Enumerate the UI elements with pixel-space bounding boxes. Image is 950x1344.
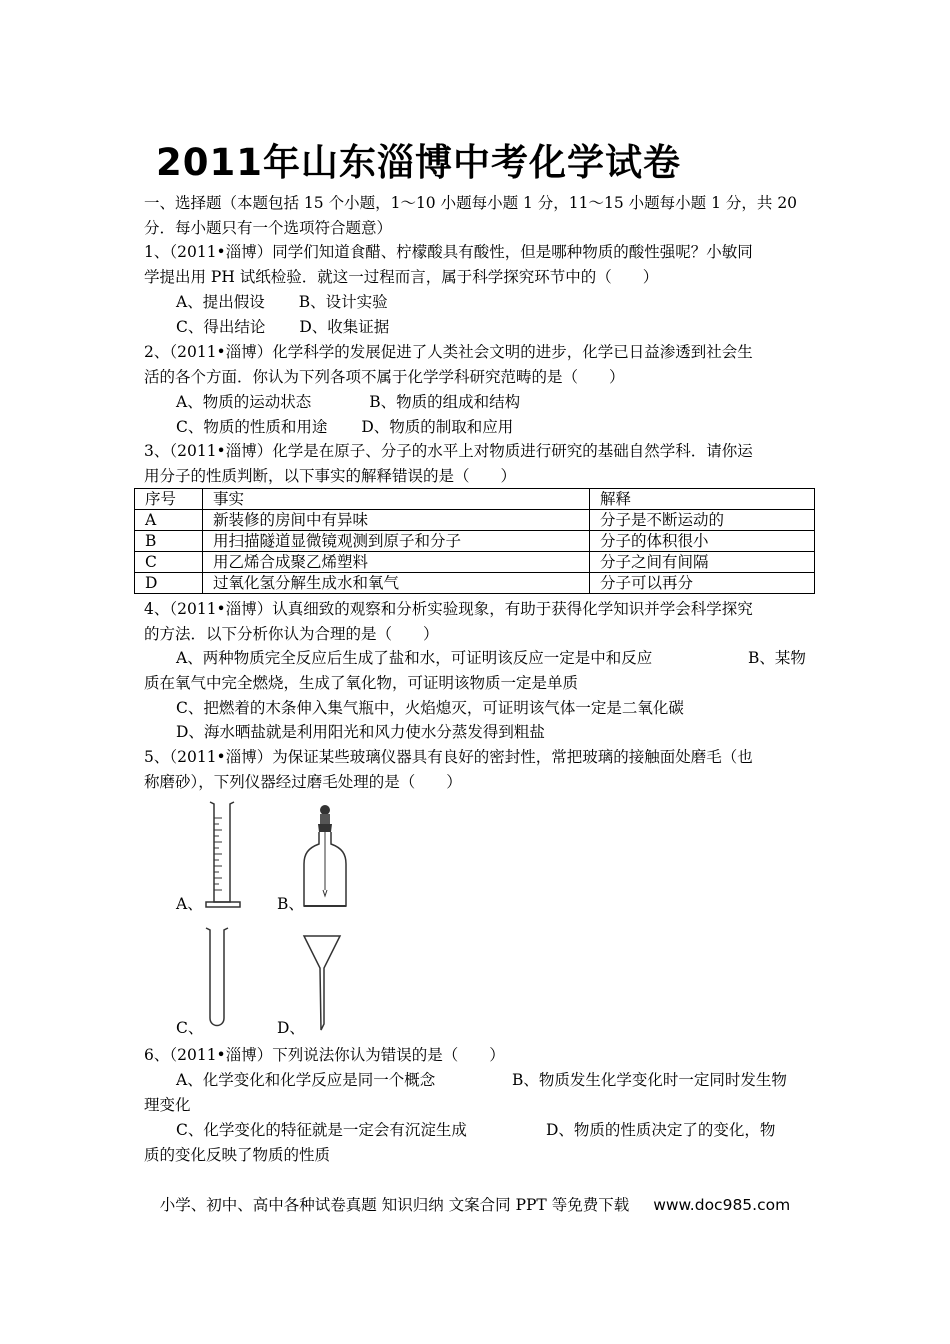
test-tube-icon bbox=[202, 924, 232, 1032]
q6-option-a: A、化学变化和化学反应是同一个概念 bbox=[176, 1071, 436, 1089]
q1-option-d: D、收集证据 bbox=[299, 318, 390, 336]
table-cell: 分子可以再分 bbox=[590, 573, 815, 594]
table-cell: 分子是不断运动的 bbox=[590, 510, 815, 531]
q3-facts-table bbox=[134, 488, 815, 594]
q6-option-c: C、化学变化的特征就是一定会有沉淀生成 bbox=[176, 1121, 467, 1139]
section-instructions-line2: 分．每小题只有一个选项符合题意） bbox=[144, 219, 393, 237]
q4-option-b-cont: 质在氧气中完全燃烧，生成了氧化物，可证明该物质一定是单质 bbox=[144, 674, 579, 692]
funnel-icon bbox=[302, 932, 342, 1032]
dropper-bottle-icon bbox=[300, 802, 350, 912]
table-header-row bbox=[135, 489, 815, 510]
q5-label-d: D、 bbox=[277, 1019, 305, 1037]
q2-option-a: A、物质的运动状态 bbox=[176, 393, 312, 411]
table-cell: 用扫描隧道显微镜观测到原子和分子 bbox=[203, 531, 590, 552]
footer-text: 小学、初中、高中各种试卷真题 知识归纳 文案合同 PPT 等免费下载 bbox=[159, 1196, 630, 1214]
page-title: 2011年山东淄博中考化学试卷 bbox=[156, 141, 681, 184]
q1-option-b: B、设计实验 bbox=[298, 293, 388, 311]
table-row bbox=[135, 552, 815, 573]
q4-stem-line2: 的方法．以下分析你认为合理的是（ ） bbox=[144, 625, 439, 643]
q4-option-a: A、两种物质完全反应后生成了盐和水，可证明该反应一定是中和反应 bbox=[176, 649, 653, 667]
q1-option-a: A、提出假设 bbox=[176, 293, 265, 311]
q1-option-c: C、得出结论 bbox=[176, 318, 266, 336]
table-header-cell: 解释 bbox=[590, 489, 815, 510]
q6-stem: 6、（2011•淄博）下列说法你认为错误的是（ ） bbox=[144, 1046, 505, 1064]
q2-options-row2 bbox=[176, 416, 513, 438]
q5-label-b: B、 bbox=[277, 895, 304, 913]
q1-stem-line1: 1、（2011•淄博）同学们知道食醋、柠檬酸具有酸性，但是哪种物质的酸性强呢？小敏同 bbox=[144, 243, 753, 261]
q4-stem-line1: 4、（2011•淄博）认真细致的观察和分析实验现象，有助于获得化学知识并学会科学探究 bbox=[144, 600, 753, 618]
q5-stem-line2: 称磨砂），下列仪器经过磨毛处理的是（ ） bbox=[144, 773, 462, 791]
q3-stem-line1: 3、（2011•淄博）化学是在原子、分子的水平上对物质进行研究的基础自然学科．请你运 bbox=[144, 442, 753, 460]
table-cell: A bbox=[135, 510, 203, 531]
table-header-cell: 序号 bbox=[135, 489, 203, 510]
table-cell: C bbox=[135, 552, 203, 573]
q4-option-c: C、把燃着的木条伸入集气瓶中，火焰熄灭，可证明该气体一定是二氧化碳 bbox=[176, 699, 684, 717]
table-row bbox=[135, 510, 815, 531]
q3-stem-line2: 用分子的性质判断，以下事实的解释错误的是（ ） bbox=[144, 467, 517, 485]
q2-option-c: C、物质的性质和用途 bbox=[176, 418, 328, 436]
q2-stem-line1: 2、（2011•淄博）化学科学的发展促进了人类社会文明的进步，化学已日益渗透到社会生 bbox=[144, 343, 753, 361]
footer-url-link[interactable]: www.doc985.com bbox=[653, 1196, 791, 1214]
table-row bbox=[135, 531, 815, 552]
q1-options-row1 bbox=[176, 291, 388, 313]
table-cell: 过氧化氢分解生成水和氧气 bbox=[203, 573, 590, 594]
table-cell: D bbox=[135, 573, 203, 594]
section-instructions-line1: 一、选择题（本题包括 15 个小题，1～10 小题每小题 1 分，11～15 小题每小题 1 分，共 20 bbox=[144, 194, 798, 212]
q2-option-d: D、物质的制取和应用 bbox=[361, 418, 514, 436]
table-cell: 用乙烯合成聚乙烯塑料 bbox=[203, 552, 590, 573]
q6-option-d-start: D、物质的性质决定了的变化，物 bbox=[546, 1121, 776, 1139]
page-footer bbox=[0, 1193, 950, 1215]
q2-stem-line2: 活的各个方面．你认为下列各项不属于化学学科研究范畴的是（ ） bbox=[144, 368, 625, 386]
q1-options-row2 bbox=[176, 316, 389, 338]
q6-option-b-cont: 理变化 bbox=[144, 1096, 191, 1114]
table-header-cell: 事实 bbox=[203, 489, 590, 510]
q4-option-b-start: B、某物 bbox=[748, 649, 806, 667]
q4-option-d: D、海水晒盐就是利用阳光和风力使水分蒸发得到粗盐 bbox=[176, 723, 545, 741]
q5-label-a: A、 bbox=[176, 895, 203, 913]
table-cell: B bbox=[135, 531, 203, 552]
q2-option-b: B、物质的组成和结构 bbox=[369, 393, 521, 411]
q1-stem-line2: 学提出用 PH 试纸检验．就这一过程而言，属于科学探究环节中的（ ） bbox=[144, 268, 659, 286]
table-cell: 分子的体积很小 bbox=[590, 531, 815, 552]
q5-stem-line1: 5、（2011•淄博）为保证某些玻璃仪器具有良好的密封性，常把玻璃的接触面处磨毛（也 bbox=[144, 748, 753, 766]
q5-label-c: C、 bbox=[176, 1019, 204, 1037]
q2-options-row1 bbox=[176, 391, 520, 413]
q6-option-b-start: B、物质发生化学变化时一定同时发生物 bbox=[512, 1071, 787, 1089]
table-row bbox=[135, 573, 815, 594]
q6-option-d-cont: 质的变化反映了物质的性质 bbox=[144, 1146, 331, 1164]
graduated-cylinder-icon bbox=[200, 798, 246, 910]
table-cell: 新装修的房间中有异味 bbox=[203, 510, 590, 531]
table-cell: 分子之间有间隔 bbox=[590, 552, 815, 573]
